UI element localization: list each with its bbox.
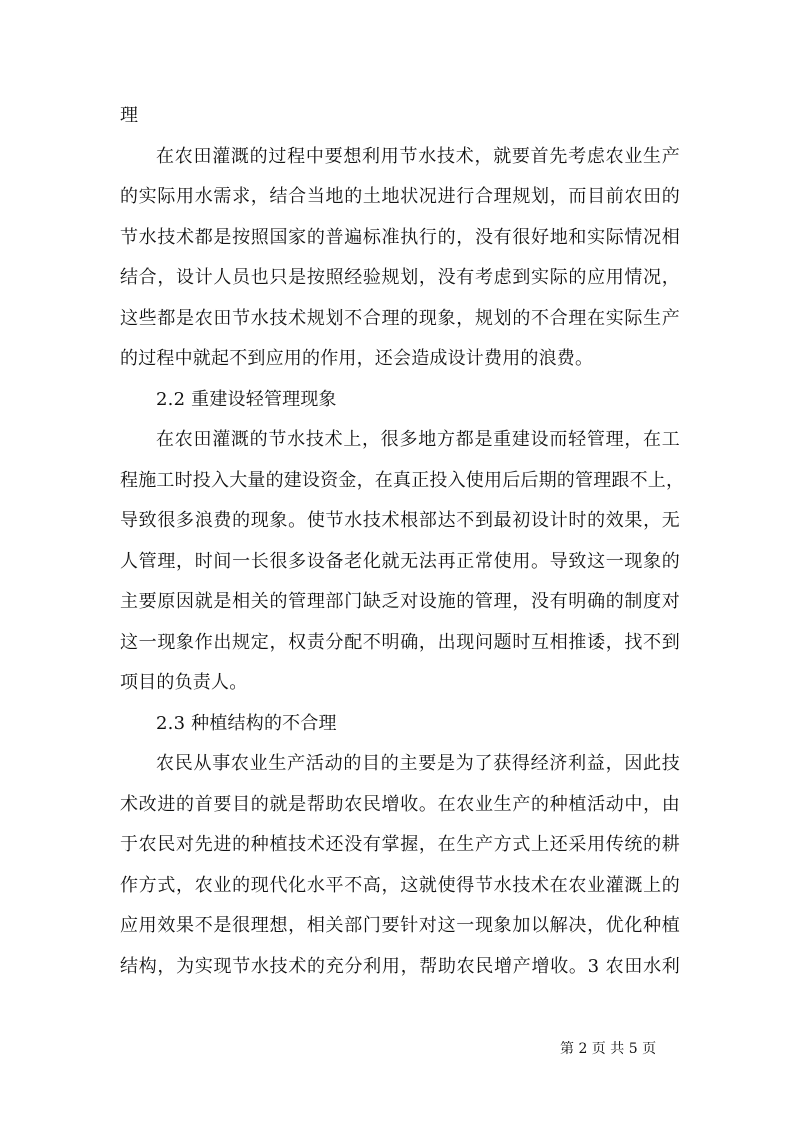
text-line: 术改进的首要目的就是帮助农民增收。在农业生产的种植活动中，由	[120, 793, 680, 815]
text-line: 作方式，农业的现代化水平不高，这就使得节水技术在农业灌溉上的	[120, 874, 680, 896]
text-line: 于农民对先进的种植技术还没有掌握，在生产方式上还采用传统的耕	[120, 834, 680, 855]
text-line: 这一现象作出规定，权责分配不明确，出现问题时互相推诿，找不到	[120, 631, 680, 653]
text-line: 在农田灌溉的节水技术上，很多地方都是重建设而轻管理，在工	[156, 429, 680, 450]
text-line: 主要原因就是相关的管理部门缺乏对设施的管理，没有明确的制度对	[120, 591, 680, 612]
section-heading: 2.3 种植结构的不合理	[156, 712, 337, 734]
text-line: 结构，为实现节水技术的充分利用，帮助农民增产增收。3 农田水利	[120, 955, 680, 977]
text-line: 项目的负责人。	[120, 672, 248, 693]
text-line: 应用效果不是很理想，相关部门要针对这一现象加以解决，优化种植	[120, 915, 680, 936]
document-body	[120, 96, 685, 987]
page-number-footer: 第 2 页 共 5 页	[560, 1041, 657, 1057]
text-line: 节水技术都是按照国家的普遍标准执行的，没有很好地和实际情况相	[120, 226, 680, 248]
text-line: 这些都是农田节水技术规划不合理的现象，规划的不合理在实际生产	[120, 307, 680, 329]
text-line: 的过程中就起不到应用的作用，还会造成设计费用的浪费。	[120, 348, 594, 369]
text-line: 理	[120, 105, 139, 126]
section-heading: 2.2 重建设轻管理现象	[156, 388, 337, 410]
text-line: 人管理，时间一长很多设备老化就无法再正常使用。导致这一现象的	[120, 550, 680, 572]
text-line: 在农田灌溉的过程中要想利用节水技术，就要首先考虑农业生产	[156, 145, 680, 167]
text-line: 导致很多浪费的现象。使节水技术根部达不到最初设计时的效果，无	[120, 510, 680, 531]
text-line: 程施工时投入大量的建设资金，在真正投入使用后后期的管理跟不上，	[120, 469, 685, 491]
text-line: 农民从事农业生产活动的目的主要是为了获得经济利益，因此技	[156, 753, 680, 774]
text-line: 的实际用水需求，结合当地的土地状况进行合理规划，而目前农田的	[120, 186, 680, 207]
text-line: 结合，设计人员也只是按照经验规划，没有考虑到实际的应用情况，	[120, 267, 680, 288]
